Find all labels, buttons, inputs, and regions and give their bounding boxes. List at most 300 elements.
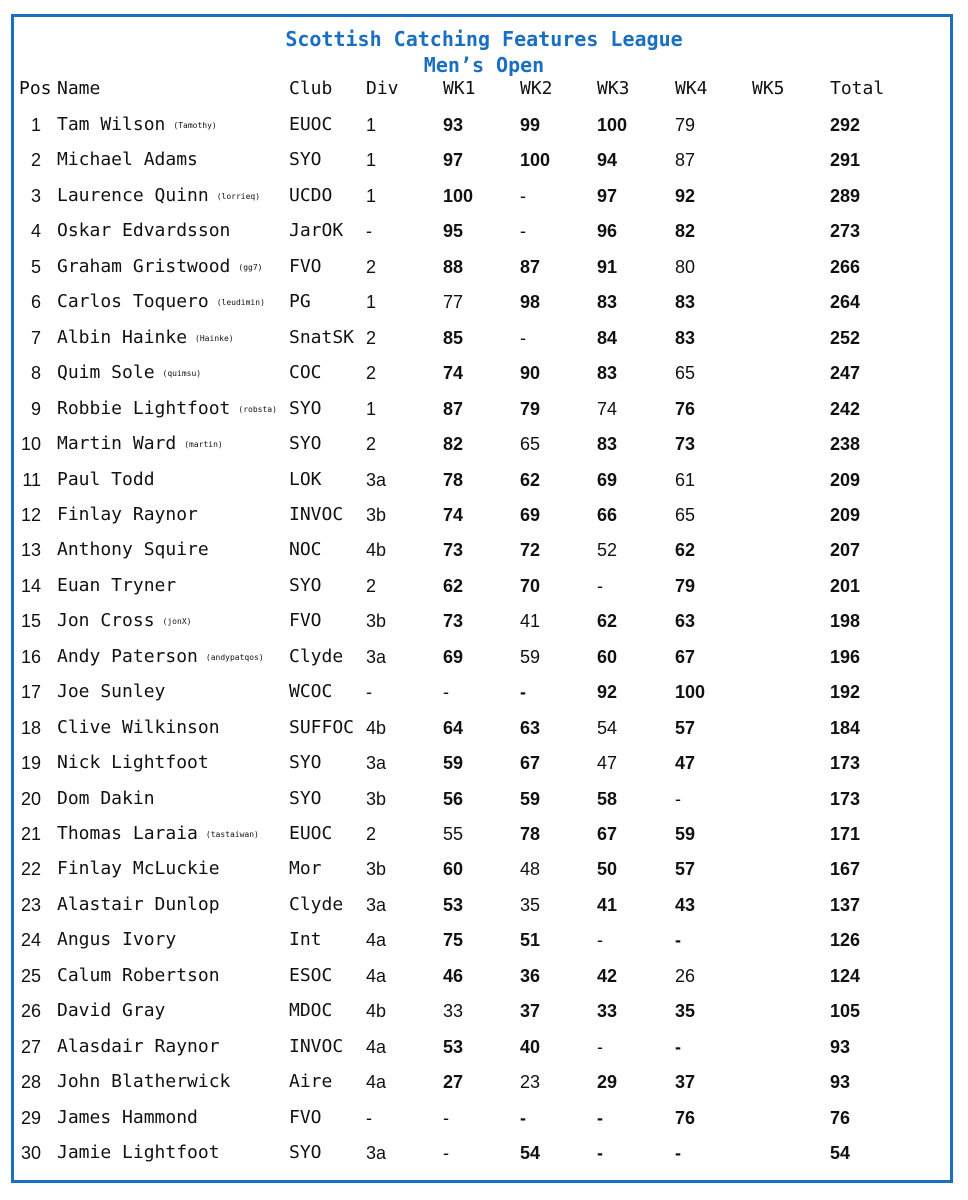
score-wk3: - [597, 930, 603, 951]
nickname-text: (Hainke) [195, 333, 234, 343]
club-cell: FVO [289, 255, 322, 277]
division-cell: 3b [366, 859, 387, 880]
division-cell: 2 [366, 824, 377, 844]
score-wk3: - [597, 1143, 603, 1164]
score-wk2: - [520, 185, 526, 206]
name-text: Graham Gristwood [57, 255, 231, 277]
competitor-name [57, 574, 176, 598]
club-cell: Clyde [289, 893, 344, 915]
division-cell: 2 [366, 256, 377, 277]
score-wk4: 65 [675, 504, 696, 525]
score-wk2: 62 [520, 469, 541, 490]
division-cell: 1 [366, 292, 377, 313]
club-cell: PG [289, 291, 311, 313]
score-wk3: 97 [597, 185, 618, 206]
score-wk2: 78 [520, 824, 541, 844]
score-wk3: 52 [597, 540, 618, 561]
club-cell: SYO [289, 1142, 322, 1164]
competitor-name [57, 857, 220, 881]
score-wk4: 73 [675, 434, 696, 455]
column-header-name: Name [57, 78, 101, 99]
total-score: 105 [830, 1001, 861, 1022]
total-score: 242 [830, 398, 861, 419]
score-wk2: 69 [520, 504, 541, 525]
score-wk1: 100 [443, 185, 474, 206]
score-wk1: 73 [443, 540, 464, 561]
score-wk2: 35 [520, 894, 541, 915]
score-wk1: - [443, 682, 449, 703]
score-wk4: 79 [675, 115, 696, 135]
row-position: 6 [30, 292, 41, 313]
name-text: Thomas Laraia [57, 823, 198, 844]
row-position: 10 [20, 434, 41, 455]
nickname-text: (tastaiwan) [205, 830, 259, 839]
score-wk2: 36 [520, 965, 541, 986]
competitor-name [57, 468, 155, 492]
name-text: Oskar Edvardsson [57, 220, 231, 242]
score-wk4: 57 [675, 859, 696, 880]
row-position: 14 [20, 575, 41, 596]
score-wk2: 98 [520, 292, 541, 313]
score-wk1: 87 [443, 398, 464, 419]
score-wk3: 41 [597, 894, 618, 915]
row-position: 28 [20, 1072, 41, 1093]
division-cell: 1 [366, 150, 377, 171]
nickname-text: (gg7) [238, 262, 263, 272]
score-wk3: 74 [597, 398, 618, 419]
division-cell: 3a [366, 753, 387, 774]
club-cell: MDOC [289, 1000, 333, 1022]
score-wk4: 76 [675, 1107, 696, 1128]
competitor-name [57, 645, 264, 670]
score-wk1: 53 [443, 894, 464, 915]
score-wk1: 55 [443, 824, 464, 844]
division-cell: 1 [366, 185, 377, 206]
club-cell: NOC [289, 539, 322, 561]
score-wk3: 92 [597, 682, 618, 703]
score-wk4: 35 [675, 1001, 696, 1022]
club-cell: EUOC [289, 114, 333, 135]
competitor-name [57, 609, 191, 634]
total-score: 238 [830, 434, 861, 455]
score-wk4: 100 [675, 682, 706, 703]
score-wk4: 57 [675, 717, 696, 738]
total-score: 137 [830, 894, 861, 915]
column-header-wk5: WK5 [752, 78, 785, 99]
total-score: 264 [830, 292, 861, 313]
total-score: 198 [830, 611, 861, 632]
score-wk4: 65 [675, 363, 696, 384]
competitor-name [57, 113, 217, 138]
division-cell: - [366, 1107, 372, 1128]
division-cell: 3b [366, 504, 387, 525]
competitor-name [57, 822, 259, 847]
score-wk1: 74 [443, 363, 464, 384]
score-wk1: 56 [443, 788, 464, 809]
name-text: David Gray [57, 1000, 166, 1022]
row-position: 13 [20, 540, 41, 561]
club-cell: Int [289, 929, 322, 951]
score-wk2: 37 [520, 1001, 541, 1022]
score-wk4: 92 [675, 185, 696, 206]
score-wk1: 77 [443, 292, 464, 313]
division-cell: 4b [366, 717, 387, 738]
division-cell: 3a [366, 1143, 387, 1164]
club-cell: Clyde [289, 645, 344, 667]
name-text: Quim Sole [57, 362, 155, 384]
score-wk4: 83 [675, 292, 696, 313]
total-score: 273 [830, 221, 861, 242]
score-wk1: - [443, 1143, 449, 1164]
name-text: Clive Wilkinson [57, 716, 220, 738]
row-position: 24 [20, 930, 41, 951]
score-wk3: 50 [597, 859, 618, 880]
column-header-wk1: WK1 [443, 78, 476, 99]
competitor-name [57, 255, 262, 280]
score-wk3: 47 [597, 753, 618, 774]
division-cell: 2 [366, 327, 377, 348]
name-text: Laurence Quinn [57, 184, 209, 206]
score-wk4: - [675, 1036, 681, 1057]
score-wk3: 91 [597, 256, 618, 277]
total-score: 173 [830, 788, 861, 809]
score-wk4: 61 [675, 469, 696, 490]
nickname-text: (leudimin) [216, 298, 265, 308]
nickname-text: (martin) [184, 440, 223, 450]
score-wk3: 67 [597, 824, 618, 844]
nickname-text: (robsta) [238, 404, 277, 414]
total-score: 184 [830, 717, 861, 738]
score-wk4: 76 [675, 398, 696, 419]
division-cell: 4a [366, 930, 387, 951]
score-wk4: 83 [675, 327, 696, 348]
score-wk2: 48 [520, 859, 541, 880]
row-position: 5 [30, 256, 41, 277]
score-wk1: 74 [443, 504, 464, 525]
total-score: 54 [830, 1143, 851, 1164]
total-score: 196 [830, 646, 861, 667]
score-wk4: 80 [675, 256, 696, 277]
score-wk1: 33 [443, 1001, 464, 1022]
score-wk3: 96 [597, 221, 618, 242]
competitor-name [57, 397, 277, 422]
total-score: 209 [830, 469, 861, 490]
score-wk4: - [675, 1143, 681, 1164]
division-cell: 1 [366, 398, 377, 419]
row-position: 20 [20, 788, 41, 809]
score-wk1: 27 [443, 1072, 464, 1093]
score-wk1: 78 [443, 469, 464, 490]
page-subtitle: Men’s Open [423, 53, 545, 77]
row-position: 29 [20, 1107, 41, 1128]
name-text: Michael Adams [57, 149, 198, 171]
name-text: Alasdair Raynor [57, 1035, 220, 1057]
competitor-name [57, 999, 165, 1023]
row-position: 23 [20, 894, 41, 915]
name-text: Nick Lightfoot [57, 752, 209, 774]
column-header-pos: Pos [19, 78, 52, 99]
division-cell: 3b [366, 788, 387, 809]
row-position: 1 [30, 115, 41, 135]
score-wk4: 43 [675, 894, 696, 915]
score-wk3: - [597, 575, 603, 596]
score-wk3: 69 [597, 469, 618, 490]
row-position: 27 [20, 1036, 41, 1057]
division-cell: 2 [366, 575, 377, 596]
column-header-club: Club [289, 78, 333, 99]
division-cell: 4b [366, 1001, 387, 1022]
club-cell: SYO [289, 787, 322, 809]
score-wk2: 23 [520, 1072, 541, 1093]
total-score: 167 [830, 859, 861, 880]
nickname-text: (jonX) [162, 617, 192, 627]
nickname-text: (lorrieq) [216, 191, 261, 201]
score-wk2: 59 [520, 788, 541, 809]
total-score: 171 [830, 824, 861, 844]
row-position: 30 [20, 1143, 41, 1164]
row-position: 8 [30, 363, 41, 384]
division-cell: 2 [366, 363, 377, 384]
competitor-name [57, 361, 201, 386]
name-text: Alastair Dunlop [57, 893, 220, 915]
score-wk3: 29 [597, 1072, 618, 1093]
name-text: Jon Cross [57, 610, 155, 632]
row-position: 25 [20, 965, 41, 986]
score-wk4: 87 [675, 150, 696, 171]
competitor-name [57, 1070, 230, 1094]
score-wk3: 83 [597, 292, 618, 313]
club-cell: SYO [289, 149, 322, 171]
competitor-name [57, 680, 165, 704]
score-wk2: 51 [520, 930, 541, 951]
score-wk2: 59 [520, 646, 541, 667]
name-text: Robbie Lightfoot [57, 397, 231, 419]
club-cell: EUOC [289, 823, 333, 844]
score-wk4: 47 [675, 753, 696, 774]
row-position: 15 [20, 611, 41, 632]
score-wk1: 69 [443, 646, 464, 667]
total-score: 292 [830, 115, 861, 135]
club-cell: SnatSK [289, 326, 355, 348]
name-text: Carlos Toquero [57, 291, 209, 313]
score-wk2: 40 [520, 1036, 541, 1057]
competitor-name [57, 148, 198, 172]
score-wk2: - [520, 682, 526, 703]
total-score: 124 [830, 965, 861, 986]
score-wk1: 53 [443, 1036, 464, 1057]
column-header-total: Total [830, 78, 885, 99]
score-wk2: 41 [520, 611, 541, 632]
score-wk1: 62 [443, 575, 464, 596]
score-wk3: 33 [597, 1001, 618, 1022]
total-score: 192 [830, 682, 861, 703]
name-text: John Blatherwick [57, 1071, 231, 1093]
score-wk4: 59 [675, 824, 696, 844]
row-position: 16 [20, 646, 41, 667]
score-wk4: - [675, 930, 681, 951]
score-wk3: 83 [597, 434, 618, 455]
competitor-name [57, 432, 223, 457]
club-cell: SYO [289, 574, 322, 596]
score-wk3: 66 [597, 504, 618, 525]
club-cell: SUFFOC [289, 716, 355, 738]
score-wk2: 70 [520, 575, 541, 596]
division-cell: 3a [366, 894, 387, 915]
score-wk2: - [520, 1107, 526, 1128]
name-text: James Hammond [57, 1106, 198, 1128]
name-text: Dom Dakin [57, 787, 155, 809]
competitor-name [57, 928, 176, 952]
name-text: Andy Paterson [57, 645, 198, 667]
name-text: Anthony Squire [57, 539, 209, 561]
score-wk3: 84 [597, 327, 618, 348]
score-wk1: 97 [443, 150, 464, 171]
score-wk3: - [597, 1107, 603, 1128]
competitor-name [57, 751, 209, 775]
column-header-div: Div [366, 78, 399, 99]
name-text: Paul Todd [57, 468, 155, 490]
score-wk2: - [520, 327, 526, 348]
score-wk2: 67 [520, 753, 541, 774]
name-text: Calum Robertson [57, 964, 220, 986]
row-position: 22 [20, 859, 41, 880]
score-wk1: 75 [443, 930, 464, 951]
competitor-name [57, 538, 209, 562]
club-cell: FVO [289, 1106, 322, 1128]
nickname-text: (andypatqos) [205, 652, 264, 662]
row-position: 18 [20, 717, 41, 738]
division-cell: 4b [366, 540, 387, 561]
score-wk4: - [675, 788, 681, 809]
competitor-name [57, 893, 220, 917]
score-wk2: 79 [520, 398, 541, 419]
row-position: 17 [20, 682, 41, 703]
total-score: 247 [830, 363, 861, 384]
club-cell: COC [289, 362, 322, 384]
total-score: 93 [830, 1036, 851, 1057]
score-wk1: 88 [443, 256, 464, 277]
name-text: Angus Ivory [57, 929, 177, 951]
score-wk1: 85 [443, 327, 464, 348]
score-wk4: 62 [675, 540, 696, 561]
competitor-name [57, 964, 220, 988]
score-wk3: 58 [597, 788, 618, 809]
club-cell: WCOC [289, 681, 333, 703]
row-position: 7 [30, 327, 41, 348]
competitor-name [57, 1141, 220, 1165]
score-wk3: 62 [597, 611, 618, 632]
total-score: 207 [830, 540, 861, 561]
score-wk1: - [443, 1107, 449, 1128]
name-text: Martin Ward [57, 433, 177, 455]
score-wk1: 60 [443, 859, 464, 880]
nickname-text: (Tamothy) [173, 121, 217, 130]
name-text: Tam Wilson [57, 114, 166, 135]
score-wk3: 83 [597, 363, 618, 384]
division-cell: 3a [366, 469, 387, 490]
score-wk1: 59 [443, 753, 464, 774]
score-wk2: 65 [520, 434, 541, 455]
row-position: 2 [30, 150, 41, 171]
club-cell: SYO [289, 752, 322, 774]
total-score: 173 [830, 753, 861, 774]
row-position: 4 [30, 221, 41, 242]
score-wk2: 100 [520, 150, 551, 171]
score-wk2: - [520, 221, 526, 242]
division-cell: - [366, 221, 372, 242]
competitor-name [57, 503, 198, 527]
club-cell: INVOC [289, 503, 344, 525]
division-cell: 3a [366, 646, 387, 667]
total-score: 291 [830, 150, 861, 171]
score-wk2: 54 [520, 1143, 541, 1164]
club-cell: JarOK [289, 220, 344, 242]
score-wk1: 95 [443, 221, 464, 242]
score-wk3: 94 [597, 150, 618, 171]
club-cell: SYO [289, 433, 322, 455]
score-wk2: 99 [520, 115, 541, 135]
club-cell: ESOC [289, 964, 333, 986]
total-score: 266 [830, 256, 861, 277]
division-cell: - [366, 682, 372, 703]
division-cell: 4a [366, 1072, 387, 1093]
score-wk2: 87 [520, 256, 541, 277]
total-score: 93 [830, 1072, 851, 1093]
row-position: 11 [22, 469, 41, 490]
row-position: 21 [20, 824, 41, 844]
score-wk4: 37 [675, 1072, 696, 1093]
score-wk1: 73 [443, 611, 464, 632]
row-position: 12 [20, 504, 41, 525]
score-wk1: 46 [443, 965, 464, 986]
column-header-wk4: WK4 [675, 78, 708, 99]
score-wk1: 64 [443, 717, 464, 738]
row-position: 3 [30, 185, 41, 206]
division-cell: 4a [366, 965, 387, 986]
club-cell: UCDO [289, 184, 333, 206]
score-wk1: 82 [443, 434, 464, 455]
column-header-wk3: WK3 [597, 78, 630, 99]
club-cell: INVOC [289, 1035, 344, 1057]
row-position: 26 [20, 1001, 41, 1022]
club-cell: FVO [289, 610, 322, 632]
division-cell: 1 [366, 115, 377, 135]
name-text: Euan Tryner [57, 574, 177, 596]
competitor-name [57, 787, 155, 811]
score-wk3: 42 [597, 965, 618, 986]
score-wk2: 90 [520, 363, 541, 384]
name-text: Finlay Raynor [57, 503, 198, 525]
competitor-name [57, 219, 230, 243]
name-text: Jamie Lightfoot [57, 1142, 220, 1164]
club-cell: Aire [289, 1071, 333, 1093]
competitor-name [57, 1106, 198, 1130]
competitor-name [57, 290, 265, 315]
column-header-wk2: WK2 [520, 78, 553, 99]
division-cell: 3b [366, 611, 387, 632]
division-cell: 2 [366, 434, 377, 455]
score-wk2: 72 [520, 540, 541, 561]
row-position: 19 [20, 753, 41, 774]
score-wk2: 63 [520, 717, 541, 738]
score-wk4: 79 [675, 575, 696, 596]
competitor-name [57, 326, 234, 351]
row-position: 9 [30, 398, 41, 419]
score-wk1: 93 [443, 115, 464, 135]
competitor-name [57, 716, 220, 740]
total-score: 289 [830, 185, 861, 206]
score-wk4: 63 [675, 611, 696, 632]
